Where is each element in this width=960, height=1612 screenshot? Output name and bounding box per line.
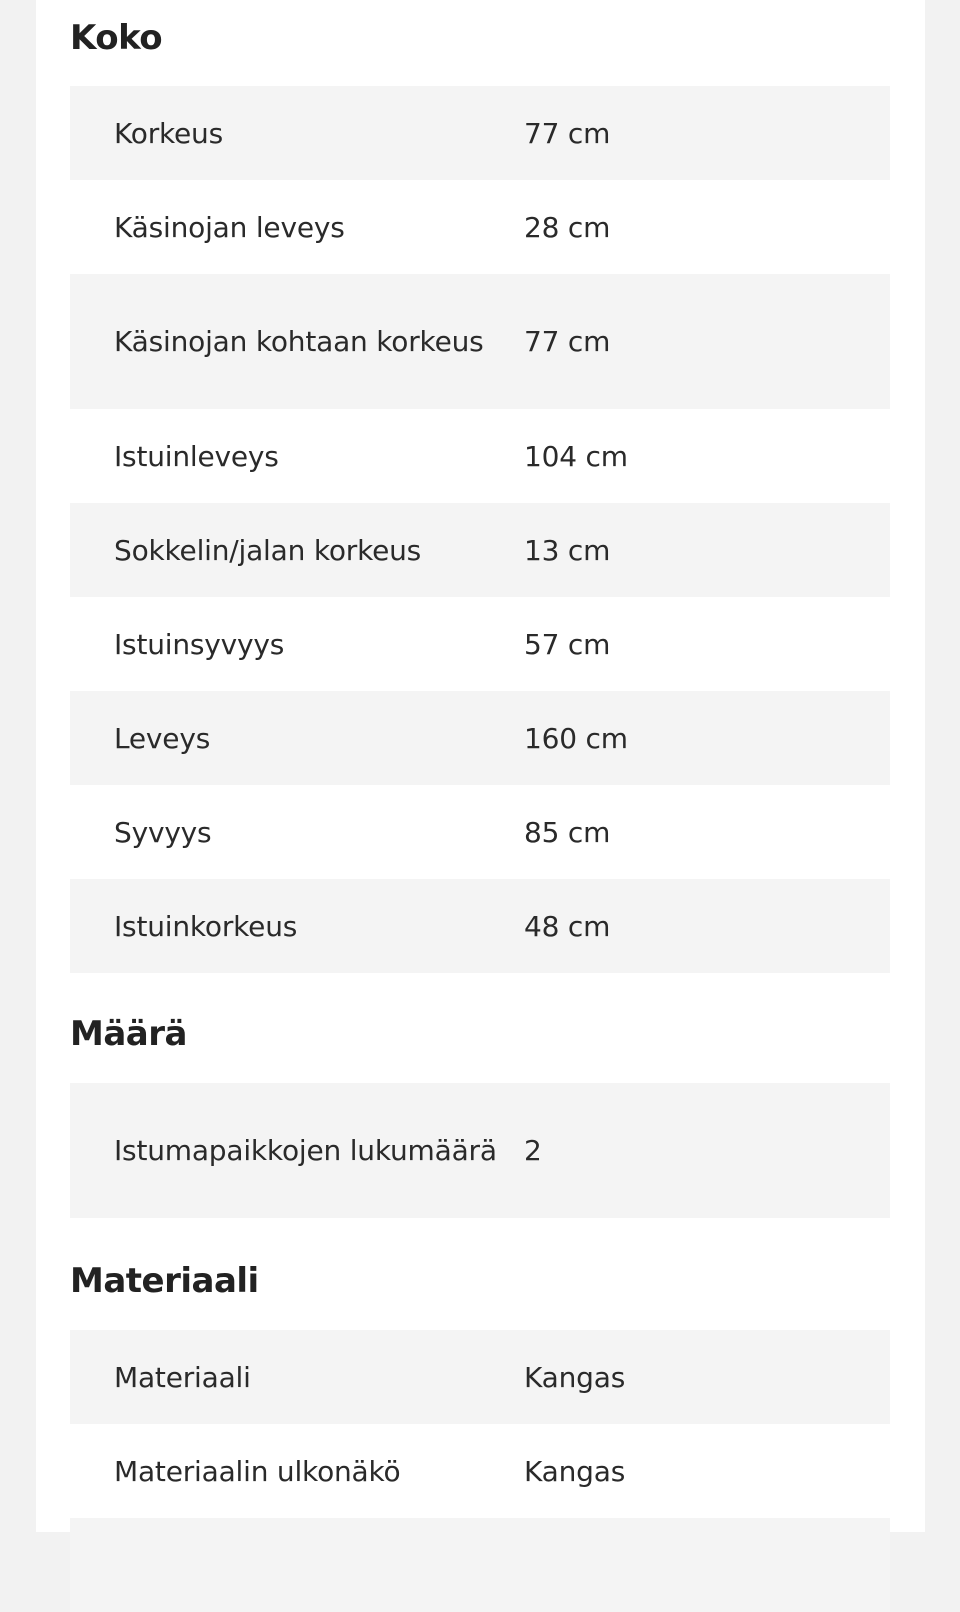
spec-row bbox=[70, 180, 890, 274]
section-title-maara: Määrä bbox=[70, 1014, 187, 1054]
spec-row bbox=[70, 503, 890, 597]
product-specs-panel bbox=[36, 0, 925, 1532]
spec-row-partial bbox=[70, 1518, 890, 1612]
spec-row bbox=[70, 1424, 890, 1518]
spec-row bbox=[70, 785, 890, 879]
spec-label: Käsinojan leveys bbox=[114, 210, 345, 244]
spec-table-maara bbox=[70, 1083, 890, 1218]
spec-row bbox=[70, 274, 890, 409]
spec-label: Käsinojan kohtaan korkeus bbox=[114, 325, 484, 358]
spec-label: Syvyys bbox=[114, 815, 212, 849]
spec-value: 77 cm bbox=[524, 116, 611, 150]
spec-label: Istuinsyvyys bbox=[114, 627, 285, 661]
spec-value: 57 cm bbox=[524, 627, 611, 661]
spec-row bbox=[70, 691, 890, 785]
spec-table-koko bbox=[70, 86, 890, 973]
spec-row bbox=[70, 1330, 890, 1424]
spec-row bbox=[70, 879, 890, 973]
spec-value: 48 cm bbox=[524, 909, 611, 943]
spec-label: Materiaali bbox=[114, 1360, 251, 1394]
section-title-materiaali: Materiaali bbox=[70, 1261, 259, 1301]
spec-row bbox=[70, 86, 890, 180]
spec-table-materiaali bbox=[70, 1330, 890, 1612]
section-title-koko: Koko bbox=[70, 18, 163, 58]
spec-label: Korkeus bbox=[114, 116, 223, 150]
spec-row bbox=[70, 409, 890, 503]
spec-row bbox=[70, 597, 890, 691]
spec-value: 104 cm bbox=[524, 439, 628, 473]
spec-label: Istuinleveys bbox=[114, 439, 279, 473]
spec-value: 13 cm bbox=[524, 533, 611, 567]
spec-value: 28 cm bbox=[524, 210, 611, 244]
spec-value: Kangas bbox=[524, 1454, 626, 1488]
spec-value: 2 bbox=[524, 1134, 542, 1167]
spec-label: Sokkelin/jalan korkeus bbox=[114, 533, 422, 567]
spec-value: 85 cm bbox=[524, 815, 611, 849]
spec-value: 160 cm bbox=[524, 721, 628, 755]
spec-value: 77 cm bbox=[524, 325, 611, 358]
spec-label: Istuinkorkeus bbox=[114, 909, 298, 943]
spec-value: Kangas bbox=[524, 1360, 626, 1394]
spec-label: Materiaalin ulkonäkö bbox=[114, 1454, 401, 1488]
spec-row bbox=[70, 1083, 890, 1218]
spec-label: Istumapaikkojen lukumäärä bbox=[114, 1134, 497, 1167]
spec-label: Leveys bbox=[114, 721, 211, 755]
